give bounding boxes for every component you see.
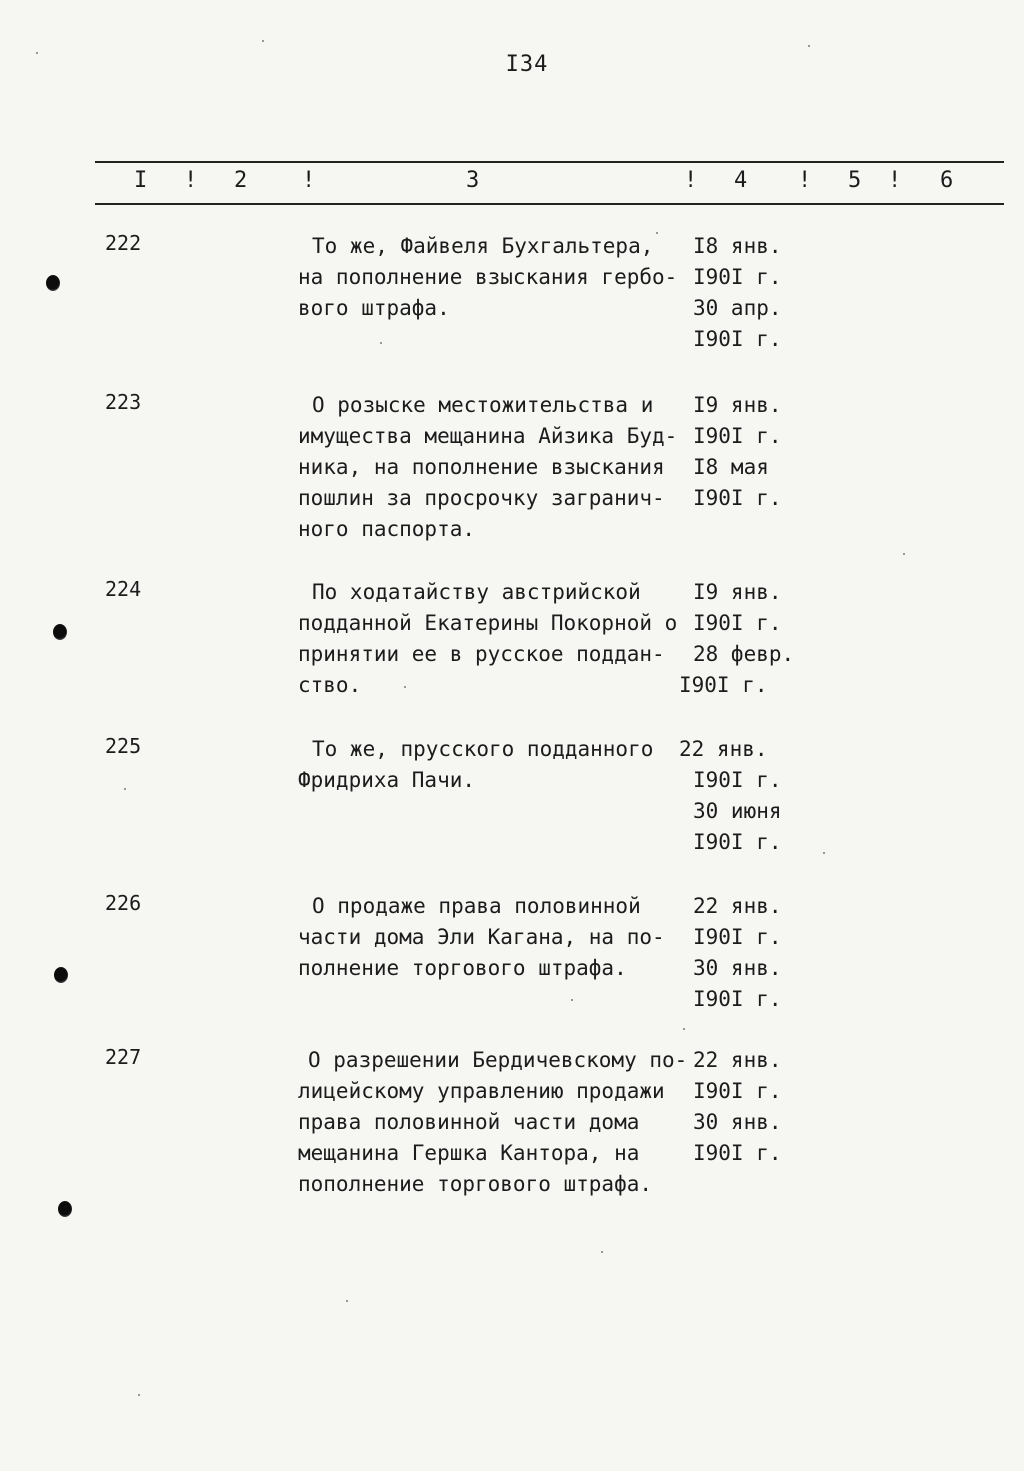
entry-description: [298, 390, 698, 545]
date-line: I8 янв.: [693, 234, 782, 258]
description-line: вого штрафа.: [298, 296, 450, 320]
header-col-3: 3: [466, 168, 480, 193]
scan-speck: [380, 342, 382, 344]
punch-hole: [58, 1201, 72, 1217]
date-line: I90I г.: [693, 1141, 782, 1165]
description-line: имущества мещанина Айзика Буд-: [298, 424, 678, 448]
scan-speck: [903, 553, 905, 555]
description-line: Фридриха Пачи.: [298, 768, 476, 792]
date-line: I8 мая: [693, 455, 769, 479]
entry-number: 222: [105, 231, 142, 255]
date-line: 22 янв.: [693, 1048, 782, 1072]
entry-number: 226: [105, 891, 142, 915]
description-line: принятии ее в русское поддан-: [298, 642, 665, 666]
scan-speck: [124, 788, 126, 790]
scan-speck: [138, 1394, 140, 1396]
header-col-2: 2: [234, 168, 248, 193]
description-line: О продаже права половинной: [312, 894, 641, 918]
header-col-5: 5: [848, 168, 862, 193]
scan-speck: [601, 1251, 603, 1253]
date-line: I90I г.: [693, 611, 782, 635]
date-line: I9 янв.: [693, 393, 782, 417]
description-line: подданной Екатерины Покорной о: [298, 611, 678, 635]
description-line: на пополнение взыскания гербо-: [298, 265, 678, 289]
description-line: По ходатайству австрийской: [312, 580, 641, 604]
header-top-rule: [95, 161, 1004, 163]
entry-dates: [693, 891, 823, 1015]
scan-speck: [346, 1300, 348, 1302]
date-line: I90I г.: [693, 424, 782, 448]
entry-dates: [679, 734, 823, 858]
header-separator: !: [684, 168, 698, 193]
description-line: О розыске местожительства и: [312, 393, 654, 417]
scan-speck: [404, 686, 406, 688]
entry-description: [298, 891, 698, 984]
header-separator: !: [888, 168, 902, 193]
description-line: мещанина Гершка Кантора, на: [298, 1141, 640, 1165]
scan-speck: [656, 232, 658, 234]
description-line: части дома Эли Кагана, на по-: [298, 925, 665, 949]
scan-speck: [36, 52, 38, 54]
entry-description: [298, 231, 698, 324]
date-line: 30 янв.: [693, 956, 782, 980]
date-line: I90I г.: [693, 486, 782, 510]
punch-hole: [54, 967, 68, 983]
entry-number: 225: [105, 734, 142, 758]
punch-hole: [53, 624, 67, 640]
description-line: пополнение торгового штрафа.: [298, 1172, 653, 1196]
description-line: ного паспорта.: [298, 517, 476, 541]
date-line: I9 янв.: [693, 580, 782, 604]
date-line: I90I г.: [693, 768, 782, 792]
scan-speck: [808, 45, 810, 47]
entry-number: 227: [105, 1045, 142, 1069]
header-col-6: 6: [940, 168, 954, 193]
date-line: I90I г.: [693, 925, 782, 949]
entry-dates: [679, 577, 823, 701]
date-line: 30 апр.: [693, 296, 782, 320]
entry-description: [298, 1045, 698, 1200]
entry-number: 224: [105, 577, 142, 601]
entry-number: 223: [105, 390, 142, 414]
date-line: 28 февр.: [693, 642, 795, 666]
header-col-4: 4: [734, 168, 748, 193]
description-line: То же, прусского подданного: [312, 737, 654, 761]
entry-dates: [693, 231, 823, 355]
date-line: I90I г.: [693, 987, 782, 1011]
entry-dates: [693, 1045, 823, 1169]
header-separator: !: [184, 168, 198, 193]
header-separator: !: [302, 168, 316, 193]
date-line: I90I г.: [693, 265, 782, 289]
date-line: 22 янв.: [679, 737, 768, 761]
punch-hole: [46, 275, 60, 291]
description-line: пошлин за просрочку загранич-: [298, 486, 665, 510]
header-bottom-rule: [95, 203, 1004, 205]
description-line: полнение торгового штрафа.: [298, 956, 627, 980]
description-line: ника, на пополнение взыскания: [298, 455, 665, 479]
date-line: 30 июня: [693, 799, 782, 823]
date-line: I90I г.: [693, 1079, 782, 1103]
scan-speck: [683, 1028, 685, 1030]
description-line: О разрешении Бердичевскому по-: [308, 1048, 688, 1072]
header-separator: !: [798, 168, 812, 193]
scan-speck: [262, 40, 264, 42]
page-number: I34: [505, 52, 549, 77]
date-line: I90I г.: [693, 327, 782, 351]
scan-speck: [571, 999, 573, 1001]
entry-dates: [693, 390, 823, 514]
date-line: 30 янв.: [693, 1110, 782, 1134]
description-line: ство.: [298, 673, 362, 697]
header-col-1: I: [134, 168, 148, 193]
entry-description: [298, 734, 698, 796]
description-line: права половинной части дома: [298, 1110, 640, 1134]
scan-speck: [823, 852, 825, 854]
date-line: I90I г.: [679, 673, 768, 697]
description-line: То же, Файвеля Бухгальтера,: [312, 234, 654, 258]
date-line: I90I г.: [693, 830, 782, 854]
date-line: 22 янв.: [693, 894, 782, 918]
description-line: лицейскому управлению продажи: [298, 1079, 665, 1103]
entry-description: [298, 577, 698, 701]
